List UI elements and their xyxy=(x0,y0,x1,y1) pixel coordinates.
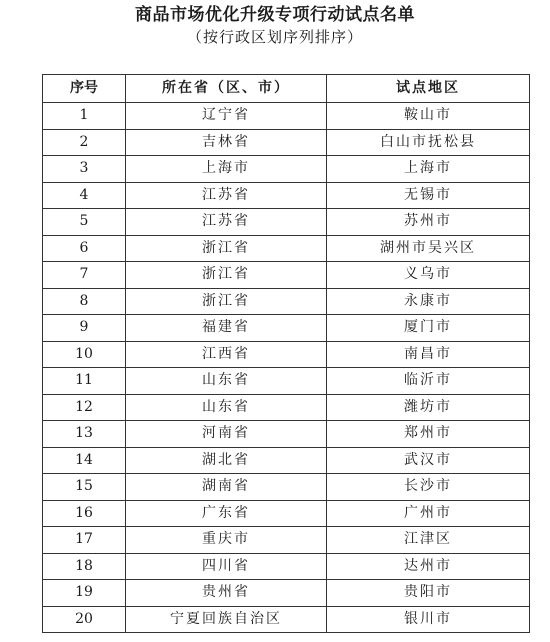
cell-province: 江苏省 xyxy=(126,209,327,236)
cell-pilot-area: 无锡市 xyxy=(327,182,530,209)
table-row xyxy=(43,315,530,342)
cell-pilot-area: 达州市 xyxy=(327,553,530,580)
cell-province: 江西省 xyxy=(126,341,327,368)
cell-serial-number: 11 xyxy=(43,368,126,395)
cell-pilot-area: 郑州市 xyxy=(327,421,530,448)
cell-serial-number: 18 xyxy=(43,553,126,580)
cell-serial-number: 1 xyxy=(43,103,126,130)
cell-province: 重庆市 xyxy=(126,527,327,554)
cell-province: 上海市 xyxy=(126,156,327,183)
table-row xyxy=(43,553,530,580)
cell-pilot-area: 长沙市 xyxy=(327,474,530,501)
table-row xyxy=(43,129,530,156)
cell-pilot-area: 广州市 xyxy=(327,500,530,527)
header-pilot-area: 试点地区 xyxy=(327,75,530,103)
header-serial-number: 序号 xyxy=(43,75,126,103)
cell-pilot-area: 银川市 xyxy=(327,606,530,633)
cell-serial-number: 8 xyxy=(43,288,126,315)
table-body xyxy=(43,103,530,633)
cell-pilot-area: 苏州市 xyxy=(327,209,530,236)
cell-pilot-area: 湖州市吴兴区 xyxy=(327,235,530,262)
cell-serial-number: 20 xyxy=(43,606,126,633)
cell-serial-number: 17 xyxy=(43,527,126,554)
cell-province: 四川省 xyxy=(126,553,327,580)
cell-pilot-area: 贵阳市 xyxy=(327,580,530,607)
cell-province: 浙江省 xyxy=(126,288,327,315)
cell-province: 江苏省 xyxy=(126,182,327,209)
cell-province: 湖南省 xyxy=(126,474,327,501)
document-title: 商品市场优化升级专项行动试点名单 xyxy=(135,5,415,25)
cell-province: 河南省 xyxy=(126,421,327,448)
cell-province: 辽宁省 xyxy=(126,103,327,130)
table-row xyxy=(43,262,530,289)
cell-pilot-area: 鞍山市 xyxy=(327,103,530,130)
cell-serial-number: 3 xyxy=(43,156,126,183)
cell-pilot-area: 潍坊市 xyxy=(327,394,530,421)
table-row xyxy=(43,182,530,209)
cell-serial-number: 19 xyxy=(43,580,126,607)
cell-serial-number: 2 xyxy=(43,129,126,156)
cell-pilot-area: 武汉市 xyxy=(327,447,530,474)
header-province: 所在省（区、市） xyxy=(126,75,327,103)
cell-pilot-area: 上海市 xyxy=(327,156,530,183)
cell-serial-number: 9 xyxy=(43,315,126,342)
table-row xyxy=(43,394,530,421)
header-row xyxy=(43,75,530,103)
cell-province: 浙江省 xyxy=(126,235,327,262)
cell-province: 湖北省 xyxy=(126,447,327,474)
document-subtitle: （按行政区划序列排序） xyxy=(186,28,363,46)
cell-serial-number: 7 xyxy=(43,262,126,289)
cell-serial-number: 5 xyxy=(43,209,126,236)
table-row xyxy=(43,209,530,236)
cell-province: 山东省 xyxy=(126,394,327,421)
cell-serial-number: 13 xyxy=(43,421,126,448)
table-header xyxy=(43,75,530,103)
cell-province: 浙江省 xyxy=(126,262,327,289)
table-row xyxy=(43,156,530,183)
table-row xyxy=(43,288,530,315)
table-row xyxy=(43,500,530,527)
cell-pilot-area: 厦门市 xyxy=(327,315,530,342)
cell-pilot-area: 永康市 xyxy=(327,288,530,315)
pilot-list-table xyxy=(42,74,530,633)
cell-province: 贵州省 xyxy=(126,580,327,607)
cell-serial-number: 6 xyxy=(43,235,126,262)
cell-serial-number: 4 xyxy=(43,182,126,209)
table-row xyxy=(43,606,530,633)
cell-pilot-area: 义乌市 xyxy=(327,262,530,289)
table-row xyxy=(43,421,530,448)
table-row xyxy=(43,103,530,130)
cell-serial-number: 16 xyxy=(43,500,126,527)
cell-pilot-area: 临沂市 xyxy=(327,368,530,395)
cell-province: 吉林省 xyxy=(126,129,327,156)
cell-serial-number: 10 xyxy=(43,341,126,368)
cell-province: 山东省 xyxy=(126,368,327,395)
table-row xyxy=(43,235,530,262)
cell-pilot-area: 白山市抚松县 xyxy=(327,129,530,156)
table-row xyxy=(43,580,530,607)
cell-province: 广东省 xyxy=(126,500,327,527)
table-row xyxy=(43,474,530,501)
table-row xyxy=(43,368,530,395)
table-row xyxy=(43,341,530,368)
cell-province: 福建省 xyxy=(126,315,327,342)
cell-serial-number: 12 xyxy=(43,394,126,421)
cell-pilot-area: 南昌市 xyxy=(327,341,530,368)
cell-province: 宁夏回族自治区 xyxy=(126,606,327,633)
table-row xyxy=(43,527,530,554)
table-row xyxy=(43,447,530,474)
cell-serial-number: 15 xyxy=(43,474,126,501)
cell-pilot-area: 江津区 xyxy=(327,527,530,554)
cell-serial-number: 14 xyxy=(43,447,126,474)
